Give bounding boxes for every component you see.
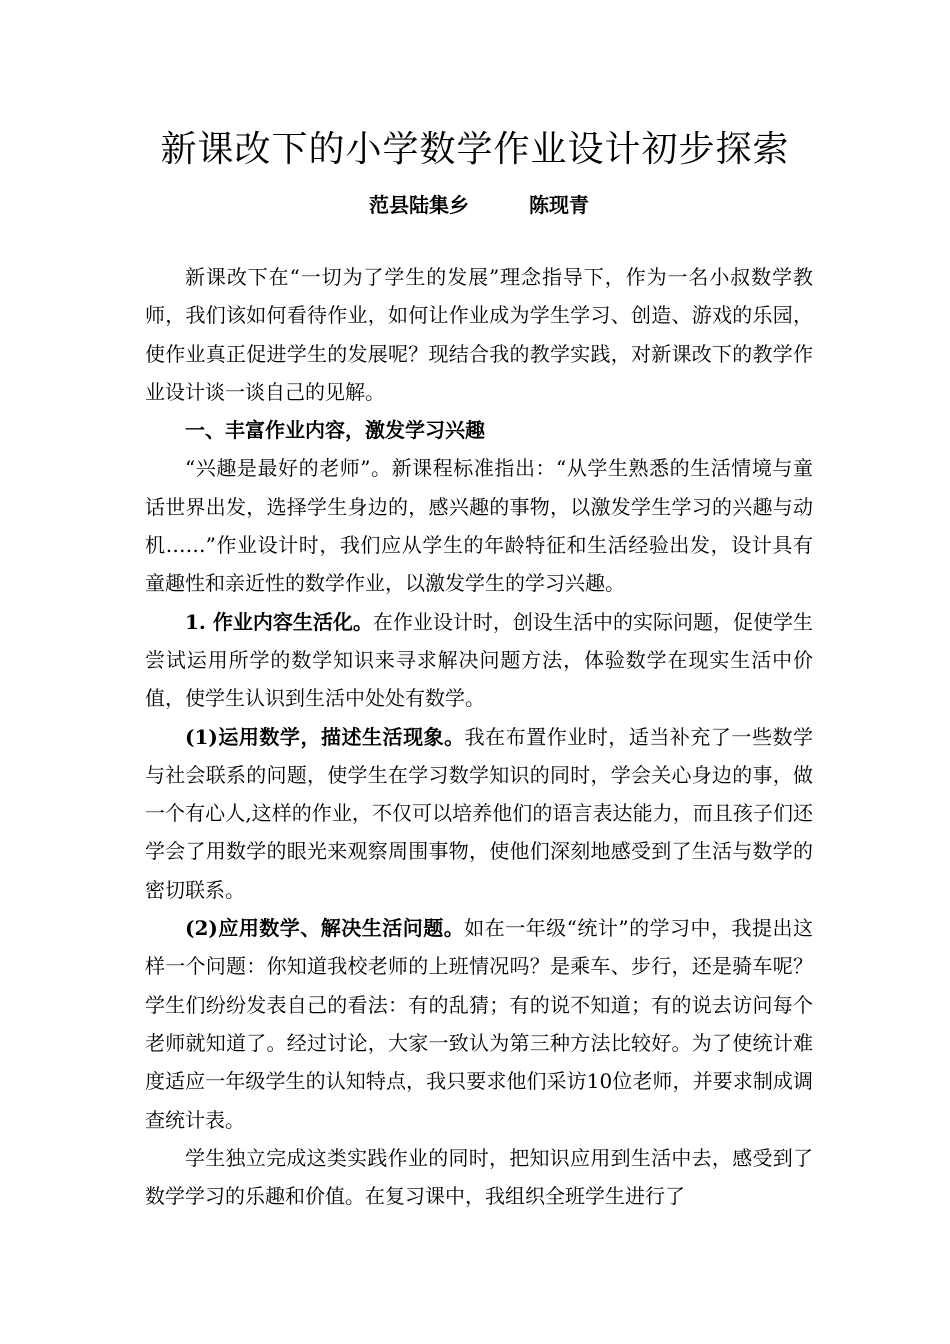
paragraph-life-lead: 1. 作业内容生活化。 <box>185 609 373 634</box>
paragraph-interest: “兴趣是最好的老师”。新课程标准指出：“从学生熟悉的生活情境与童话世界出发，选择学生身边的，感兴趣的事物，以激发学生学习的兴趣与动机……”作业设计时，我们应从学生的年龄特征和生活经验出发，设计具有童趣性和亲近性的数学作业，以激发学生的学习兴趣。 <box>145 456 813 596</box>
paragraph-describe <box>145 718 813 909</box>
section-heading-1: 一、丰富作业内容，激发学习兴趣 <box>185 418 485 443</box>
paragraph-apply-lead: (2)应用数学、解决生活问题。 <box>185 916 465 941</box>
paragraph-intro: 新课改下在“一切为了学生的发展”理念指导下，作为一名小叔数学教师，我们该如何看待作业，如何让作业成为学生学习、创造、游戏的乐园，使作业真正促进学生的发展呢？现结合我的教学实践，对新课改下的教学作业设计谈一谈自己的见解。 <box>145 265 813 404</box>
author-line <box>0 188 950 222</box>
document-title: 新课改下的小学数学作业设计初步探索 <box>160 129 790 170</box>
paragraph-apply-text: 如在一年级“统计”的学习中，我提出这样一个问题：你知道我校老师的上班情况吗？是乘车、步行，还是骑车呢？学生们纷纷发表自己的看法：有的乱猜；有的说不知道；有的说去访问每个老师就知道了。经过讨论，大家一致认为第三种方法比较好。为了使统计难度适应一年级学生的认知特点，我只要求他们采访10位老师，并要求制成调查统计表。 <box>145 916 813 1132</box>
paragraph-life-text: 在作业设计时，创设生活中的实际问题，促使学生尝试运用所学的数学知识来寻求解决问题方法，体验数学在现实生活中价值，使学生认识到生活中处处有数学。 <box>145 609 813 711</box>
author-place: 范县陆集乡 <box>369 193 469 217</box>
paragraph-practice: 学生独立完成这类实践作业的同时，把知识应用到生活中去，感受到了数学学习的乐趣和价值。在复习课中，我组织全班学生进行了 <box>145 1145 813 1209</box>
paragraph-describe-text: 我在布置作业时，适当补充了一些数学与社会联系的问题，使学生在学习数学知识的同时，学会关心身边的事，做一个有心人,这样的作业，不仅可以培养他们的语言表达能力，而且孩子们还学会了用数学的眼光来观察周围事物，使他们深刻地感受到了生活与数学的密切联系。 <box>145 724 814 902</box>
document-body <box>145 258 813 1215</box>
author-name: 陈现青 <box>529 193 589 217</box>
paragraph-apply <box>145 909 813 1139</box>
paragraph-life <box>145 603 813 718</box>
paragraph-describe-lead: (1)运用数学，描述生活现象。 <box>185 724 465 749</box>
